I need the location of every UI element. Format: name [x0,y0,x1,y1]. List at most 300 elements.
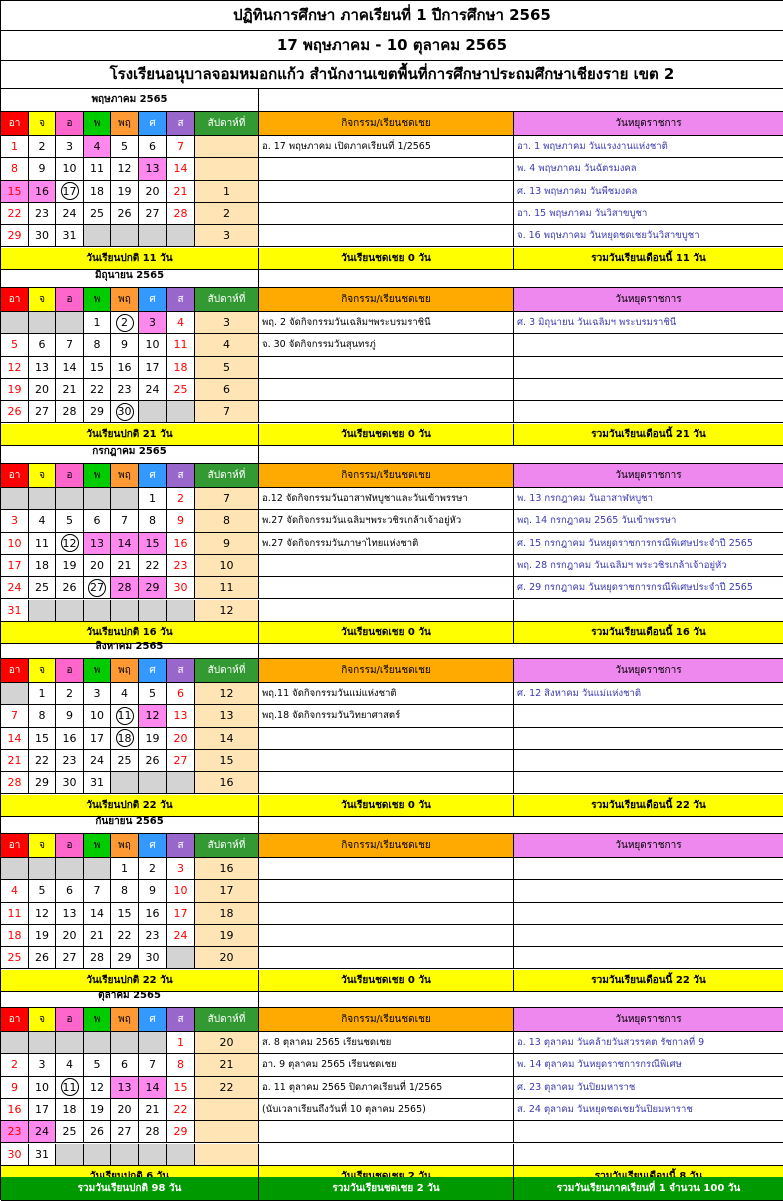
day-cell: 9 [56,705,84,727]
day-header: ส [167,1008,195,1032]
month-name-spacer [259,264,783,288]
footer-regular-days: วันเรียนปกติ 16 วัน [1,622,259,644]
day-cell: 6 [139,136,167,158]
holiday-text [514,903,783,925]
blank-day [139,1144,167,1166]
holiday-text: พ. 14 ตุลาคม วันหยุดราชการกรณีพิเศษ [514,1054,783,1076]
day-cell: 9 [111,334,139,356]
day-cell: 15 [84,357,111,379]
footer-makeup-days: วันเรียนชดเชย 0 วัน [259,248,514,270]
activity-header: กิจกรรม/เรียนชดเชย [259,659,514,683]
activity-text [259,577,514,599]
day-cell: 25 [29,577,56,599]
day-header: จ [29,464,56,488]
holiday-text: พ. 4 พฤษภาคม วันฉัตรมงคล [514,158,783,180]
day-cell: 6 [167,683,195,705]
day-cell [84,577,111,599]
day-cell: 7 [139,1054,167,1076]
circled-day: 2 [116,314,134,332]
holiday-header: วันหยุดราชการ [514,659,783,683]
day-cell: 9 [139,880,167,902]
holiday-text [514,925,783,947]
blank-day [1,683,29,705]
day-cell: 20 [56,925,84,947]
week-number: 9 [195,533,259,555]
day-cell: 13 [167,705,195,727]
day-cell: 29 [1,225,29,247]
week-number: 8 [195,510,259,532]
footer-makeup-days: วันเรียนชดเชย 0 วัน [259,622,514,644]
day-cell: 5 [29,880,56,902]
day-cell: 17 [167,903,195,925]
day-cell: 21 [56,379,84,401]
footer-total-days: รวมวันเรียนเดือนนี้ 21 วัน [514,424,783,446]
day-cell: 14 [84,903,111,925]
blank-day [84,858,111,880]
blank-day [111,1032,139,1054]
week-number [195,1144,259,1166]
day-cell: 29 [111,947,139,969]
day-cell [111,312,139,334]
day-cell: 4 [111,683,139,705]
holiday-text: ศ. 15 กรกฎาคม วันหยุดราชการกรณีพิเศษประจำปี 2565 [514,533,783,555]
day-cell: 31 [84,772,111,794]
day-header: อ [56,1008,84,1032]
activity-text: อา. 9 ตุลาคม 2565 เรียนชดเชย [259,1054,514,1076]
day-cell: 12 [29,903,56,925]
day-cell: 2 [29,136,56,158]
month-name-spacer [259,810,783,834]
week-header: สัปดาห์ที่ [195,1008,259,1032]
circled-day: 27 [88,579,106,597]
day-cell: 19 [111,181,139,203]
blank-day [84,488,111,510]
activity-text [259,379,514,401]
day-cell [111,705,139,727]
activity-text [259,858,514,880]
blank-day [167,401,195,423]
blank-day [56,858,84,880]
day-cell: 5 [84,1054,111,1076]
day-cell: 9 [1,1077,29,1099]
week-number: 19 [195,925,259,947]
day-header: อ [56,659,84,683]
activity-text: ส. 8 ตุลาคม 2565 เรียนชดเชย [259,1032,514,1054]
day-cell: 11 [1,903,29,925]
activity-text [259,925,514,947]
day-cell: 8 [167,1054,195,1076]
blank-day [29,600,56,622]
month-name: พฤษภาคม 2565 [1,88,259,112]
holiday-header: วันหยุดราชการ [514,834,783,858]
activity-text [259,880,514,902]
holiday-text: จ. 16 พฤษภาคม วันหยุดชดเชยวันวิสาขบูชา [514,225,783,247]
blank-day [139,225,167,247]
month-name: สิงหาคม 2565 [1,635,259,659]
day-header: อ [56,288,84,312]
day-header: ศ [139,464,167,488]
activity-text [259,158,514,180]
day-cell: 15 [1,181,29,203]
day-cell [56,533,84,555]
activity-text [259,903,514,925]
blank-day [29,312,56,334]
day-cell: 14 [56,357,84,379]
day-cell: 8 [139,510,167,532]
day-cell: 23 [56,750,84,772]
day-cell: 22 [1,203,29,225]
day-cell: 12 [84,1077,111,1099]
day-cell: 13 [84,533,111,555]
day-cell: 7 [84,880,111,902]
week-number: 16 [195,858,259,880]
holiday-text [514,379,783,401]
day-header: ศ [139,659,167,683]
week-header: สัปดาห์ที่ [195,112,259,136]
blank-day [56,600,84,622]
activity-header: กิจกรรม/เรียนชดเชย [259,464,514,488]
day-header: อา [1,834,29,858]
day-cell: 16 [29,181,56,203]
day-header: พฤ [111,288,139,312]
day-cell: 12 [1,357,29,379]
day-cell: 10 [167,880,195,902]
month-name-spacer [259,635,783,659]
holiday-text: ศ. 13 พฤษภาคม วันพืชมงคล [514,181,783,203]
day-cell: 15 [167,1077,195,1099]
blank-day [139,600,167,622]
day-cell: 21 [84,925,111,947]
day-header: ศ [139,288,167,312]
day-cell [111,401,139,423]
day-cell: 20 [111,1099,139,1121]
day-cell: 8 [111,880,139,902]
footer-regular-days: วันเรียนปกติ 22 วัน [1,970,259,992]
day-cell: 6 [84,510,111,532]
day-header: พ [84,112,111,136]
day-cell: 10 [29,1077,56,1099]
day-cell: 4 [29,510,56,532]
day-cell: 30 [139,947,167,969]
day-cell: 4 [167,312,195,334]
day-cell: 27 [167,750,195,772]
day-cell: 29 [167,1121,195,1143]
day-cell [111,728,139,750]
week-number: 15 [195,750,259,772]
holiday-text [514,600,783,622]
day-cell: 28 [84,947,111,969]
blank-day [111,772,139,794]
blank-day [167,772,195,794]
week-number [195,1121,259,1143]
blank-day [167,600,195,622]
day-cell: 17 [1,555,29,577]
day-cell: 26 [111,203,139,225]
day-header: อ [56,112,84,136]
activity-text: พ.27 จัดกิจกรรมวันเฉลิมฯพระวชิรเกล้าเจ้าอยู่หัว [259,510,514,532]
day-cell: 1 [139,488,167,510]
day-header: อา [1,659,29,683]
day-cell: 15 [29,728,56,750]
week-number: 16 [195,772,259,794]
month-name: มิถุนายน 2565 [1,264,259,288]
day-cell: 12 [139,705,167,727]
blank-day [84,1144,111,1166]
day-cell: 13 [56,903,84,925]
activity-text: อ. 17 พฤษภาคม เปิดภาคเรียนที่ 1/2565 [259,136,514,158]
day-cell: 28 [1,772,29,794]
month-name: ตุลาคม 2565 [1,984,259,1008]
month-name-spacer [259,984,783,1008]
day-cell: 21 [1,750,29,772]
activity-text [259,203,514,225]
day-cell: 27 [56,947,84,969]
week-number: 13 [195,705,259,727]
day-cell: 1 [1,136,29,158]
week-number: 17 [195,880,259,902]
day-cell: 9 [167,510,195,532]
month-name: กันยายน 2565 [1,810,259,834]
holiday-text: ศ. 3 มิถุนายน วันเฉลิมฯ พระบรมราชินี [514,312,783,334]
day-cell: 18 [29,555,56,577]
day-cell: 16 [139,903,167,925]
day-header: อ [56,464,84,488]
day-cell: 22 [29,750,56,772]
day-cell: 24 [139,379,167,401]
day-cell: 24 [84,750,111,772]
holiday-text: ส. 24 ตุลาคม วันหยุดชดเชยวันปิยมหาราช [514,1099,783,1121]
day-cell: 28 [139,1121,167,1143]
day-cell: 17 [139,357,167,379]
holiday-text [514,1121,783,1143]
day-cell: 2 [167,488,195,510]
day-cell: 24 [29,1121,56,1143]
holiday-text: ศ. 23 ตุลาคม วันปิยมหาราช [514,1077,783,1099]
day-header: อา [1,464,29,488]
day-cell: 14 [1,728,29,750]
day-cell: 29 [29,772,56,794]
day-header: พฤ [111,112,139,136]
day-cell: 16 [1,1099,29,1121]
day-cell: 13 [29,357,56,379]
day-cell: 15 [139,533,167,555]
day-cell: 14 [111,533,139,555]
total-regular-days: รวมวันเรียนปกติ 98 วัน [1,1177,259,1201]
blank-day [56,312,84,334]
day-header: พฤ [111,464,139,488]
circled-day: 18 [116,729,134,747]
day-header: พฤ [111,834,139,858]
month-name-spacer [259,88,783,112]
day-cell: 23 [1,1121,29,1143]
day-cell: 1 [29,683,56,705]
activity-text: อ. 11 ตุลาคม 2565 ปิดภาคเรียนที่ 1/2565 [259,1077,514,1099]
week-number: 7 [195,401,259,423]
blank-day [111,600,139,622]
week-number: 7 [195,488,259,510]
day-header: จ [29,659,56,683]
day-header: ส [167,288,195,312]
day-cell: 19 [84,1099,111,1121]
holiday-text [514,750,783,772]
holiday-text: พ. 13 กรกฎาคม วันอาสาฬหบูชา [514,488,783,510]
day-cell: 31 [29,1144,56,1166]
activity-text: (นับเวลาเรียนถึงวันที่ 10 ตุลาคม 2565) [259,1099,514,1121]
day-cell: 6 [111,1054,139,1076]
week-number: 21 [195,1054,259,1076]
header-title-3: โรงเรียนอนุบาลจอมหมอกแก้ว สำนักงานเขตพื้นที่การศึกษาประถมศึกษาเชียงราย เขต 2 [1,60,783,89]
activity-text [259,750,514,772]
day-cell: 30 [29,225,56,247]
circled-day: 30 [116,403,134,421]
day-cell: 18 [167,357,195,379]
day-cell: 2 [139,858,167,880]
blank-day [84,225,111,247]
week-number: 1 [195,181,259,203]
day-header: พ [84,288,111,312]
day-header: ส [167,464,195,488]
day-cell: 3 [167,858,195,880]
header-title-1: ปฏิทินการศึกษา ภาคเรียนที่ 1 ปีการศึกษา 2565 [1,0,783,31]
week-header: สัปดาห์ที่ [195,288,259,312]
day-cell: 13 [139,158,167,180]
holiday-text: พฤ. 28 กรกฎาคม วันเฉลิมฯ พระวชิรเกล้าเจ้าอยู่หัว [514,555,783,577]
circled-day: 12 [61,534,79,552]
day-cell: 31 [1,600,29,622]
day-cell: 6 [56,880,84,902]
circled-day: 11 [61,1078,79,1096]
activity-text [259,555,514,577]
day-header: จ [29,112,56,136]
day-cell: 25 [56,1121,84,1143]
holiday-text [514,772,783,794]
day-cell: 1 [167,1032,195,1054]
holiday-text [514,705,783,727]
day-cell: 26 [84,1121,111,1143]
week-header: สัปดาห์ที่ [195,659,259,683]
day-cell: 4 [1,880,29,902]
day-header: พ [84,659,111,683]
day-cell: 11 [167,334,195,356]
day-cell: 1 [84,312,111,334]
holiday-text: อ. 13 ตุลาคม วันคล้ายวันสวรรคต รัชกาลที่ 9 [514,1032,783,1054]
activity-text: พฤ. 2 จัดกิจกรรมวันเฉลิมฯพระบรมราชินี [259,312,514,334]
week-number: 2 [195,203,259,225]
day-cell: 18 [1,925,29,947]
activity-text [259,1121,514,1143]
day-cell: 2 [56,683,84,705]
footer-regular-days: วันเรียนปกติ 21 วัน [1,424,259,446]
day-cell: 21 [139,1099,167,1121]
day-cell: 24 [167,925,195,947]
day-cell: 19 [29,925,56,947]
day-header: จ [29,1008,56,1032]
blank-day [167,1144,195,1166]
day-cell: 20 [29,379,56,401]
day-header: พฤ [111,1008,139,1032]
day-cell: 22 [167,1099,195,1121]
week-number [195,1099,259,1121]
blank-day [84,1032,111,1054]
day-header: จ [29,288,56,312]
activity-text: พ.27 จัดกิจกรรมวันภาษาไทยแห่งชาติ [259,533,514,555]
day-cell: 16 [56,728,84,750]
day-cell: 19 [56,555,84,577]
activity-text [259,947,514,969]
day-cell: 22 [111,925,139,947]
activity-text [259,357,514,379]
blank-day [56,488,84,510]
day-cell: 30 [56,772,84,794]
day-cell: 24 [56,203,84,225]
activity-text [259,728,514,750]
blank-day [56,1032,84,1054]
day-cell: 20 [84,555,111,577]
week-number: 3 [195,225,259,247]
activity-header: กิจกรรม/เรียนชดเชย [259,1008,514,1032]
activity-text [259,600,514,622]
day-cell: 9 [29,158,56,180]
day-cell: 25 [1,947,29,969]
day-cell: 23 [167,555,195,577]
blank-day [84,600,111,622]
day-header: พฤ [111,659,139,683]
day-cell: 28 [56,401,84,423]
day-cell: 1 [111,858,139,880]
footer-makeup-days: วันเรียนชดเชย 0 วัน [259,424,514,446]
day-cell: 6 [29,334,56,356]
activity-text: พฤ.18 จัดกิจกรรมวันวิทยาศาสตร์ [259,705,514,727]
day-cell: 22 [139,555,167,577]
day-cell: 11 [84,158,111,180]
day-cell: 7 [1,705,29,727]
day-header: ศ [139,1008,167,1032]
day-cell: 19 [139,728,167,750]
day-cell: 21 [111,555,139,577]
day-cell: 3 [29,1054,56,1076]
day-cell: 16 [111,357,139,379]
day-cell: 15 [111,903,139,925]
day-header: อา [1,112,29,136]
day-cell: 23 [111,379,139,401]
day-cell: 12 [111,158,139,180]
day-header: อา [1,1008,29,1032]
week-number [195,136,259,158]
day-cell: 27 [29,401,56,423]
week-number: 20 [195,1032,259,1054]
day-cell: 7 [167,136,195,158]
day-cell: 26 [56,577,84,599]
day-header: พ [84,834,111,858]
activity-header: กิจกรรม/เรียนชดเชย [259,112,514,136]
week-header: สัปดาห์ที่ [195,834,259,858]
day-cell: 11 [29,533,56,555]
total-makeup-days: รวมวันเรียนชดเชย 2 วัน [259,1177,514,1201]
day-cell: 14 [167,158,195,180]
day-header: ศ [139,112,167,136]
day-cell: 26 [1,401,29,423]
day-cell: 20 [167,728,195,750]
day-cell: 18 [56,1099,84,1121]
activity-text: อ.12 จัดกิจกรรมวันอาสาฬหบูชาและวันเข้าพรรษา [259,488,514,510]
day-cell: 5 [111,136,139,158]
day-cell: 8 [84,334,111,356]
day-cell: 25 [84,203,111,225]
day-cell: 21 [167,181,195,203]
day-cell: 4 [84,136,111,158]
blank-day [111,488,139,510]
total-semester-days: รวมวันเรียนภาคเรียนที่ 1 จำนวน 100 วัน [514,1177,783,1201]
